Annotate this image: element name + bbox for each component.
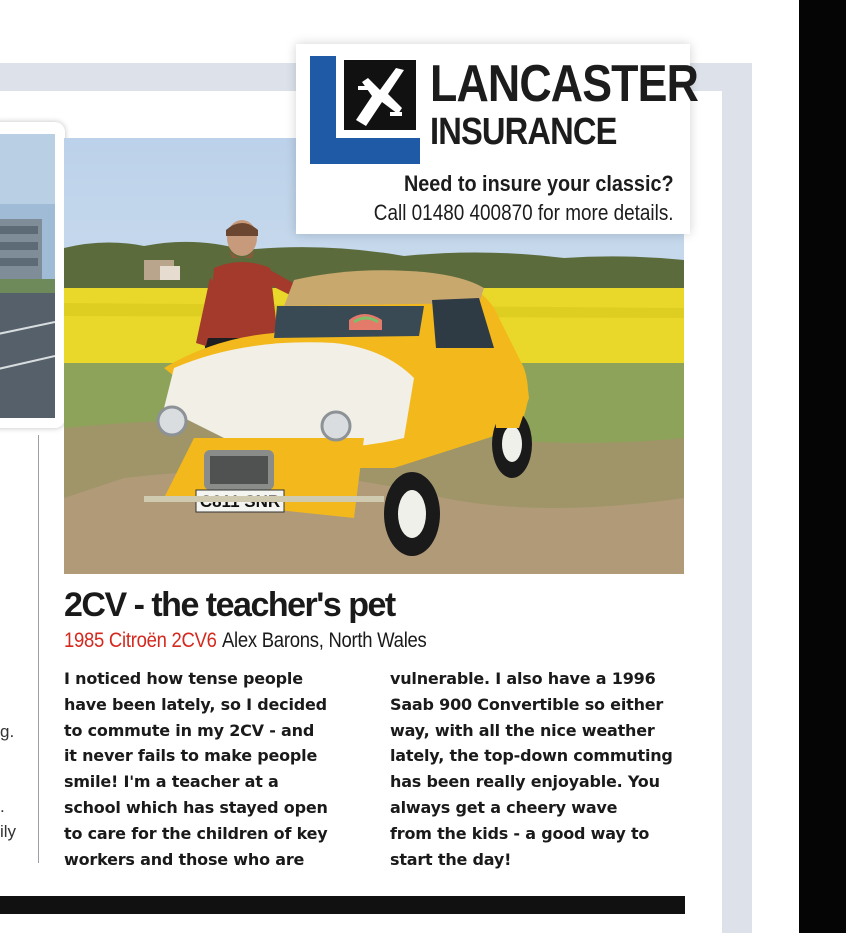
body-line: way, with all the nice weather [390, 720, 655, 740]
body-line: school which has stayed open [64, 797, 328, 817]
owner-name: Alex Barons, North Wales [221, 629, 427, 652]
brand-line-2: INSURANCE [430, 111, 617, 153]
body-line: Saab 900 Convertible so either [390, 694, 664, 714]
advert-brand [430, 55, 742, 153]
body-line: has been really enjoyable. You [390, 772, 660, 792]
previous-article-photo [0, 122, 65, 428]
car-model: 1985 Citroën 2CV6 [64, 629, 217, 652]
article-column-2 [390, 666, 690, 872]
body-line: start the day! [390, 849, 512, 869]
article-subline [64, 629, 427, 653]
plane-icon [310, 56, 420, 164]
body-line: smile! I'm a teacher at a [64, 772, 279, 792]
body-line: I noticed how tense people [64, 669, 303, 688]
previous-text-fragment: . [0, 797, 5, 816]
building-photo-icon [0, 134, 55, 418]
body-line: vulnerable. I also have a 1996 [390, 669, 656, 688]
insurance-advert[interactable] [296, 44, 699, 234]
advert-question: Need to insure your classic? [404, 171, 674, 196]
advert-phone: Call 01480 400870 for more details. [374, 200, 674, 225]
body-line: have been lately, so I decided [64, 694, 327, 714]
body-line: workers and those who are [64, 849, 305, 869]
article-column-1 [64, 666, 364, 872]
previous-text-fragment: g. [0, 722, 15, 741]
body-line: it never fails to make people [64, 746, 318, 766]
previous-text-fragment: ily [0, 822, 17, 841]
article-headline: 2CV - the teacher's pet [64, 586, 395, 624]
body-line: always get a cheery wave [390, 797, 618, 817]
bottom-rule [0, 896, 685, 914]
body-line: from the kids - a good way to [390, 823, 650, 843]
column-divider [38, 435, 39, 863]
page-edge [799, 0, 846, 933]
brand-line-1: LANCASTER [430, 55, 699, 113]
body-line: lately, the top-down commuting [390, 746, 673, 766]
body-line: to care for the children of key [64, 823, 328, 843]
body-line: to commute in my 2CV - and [64, 720, 315, 740]
